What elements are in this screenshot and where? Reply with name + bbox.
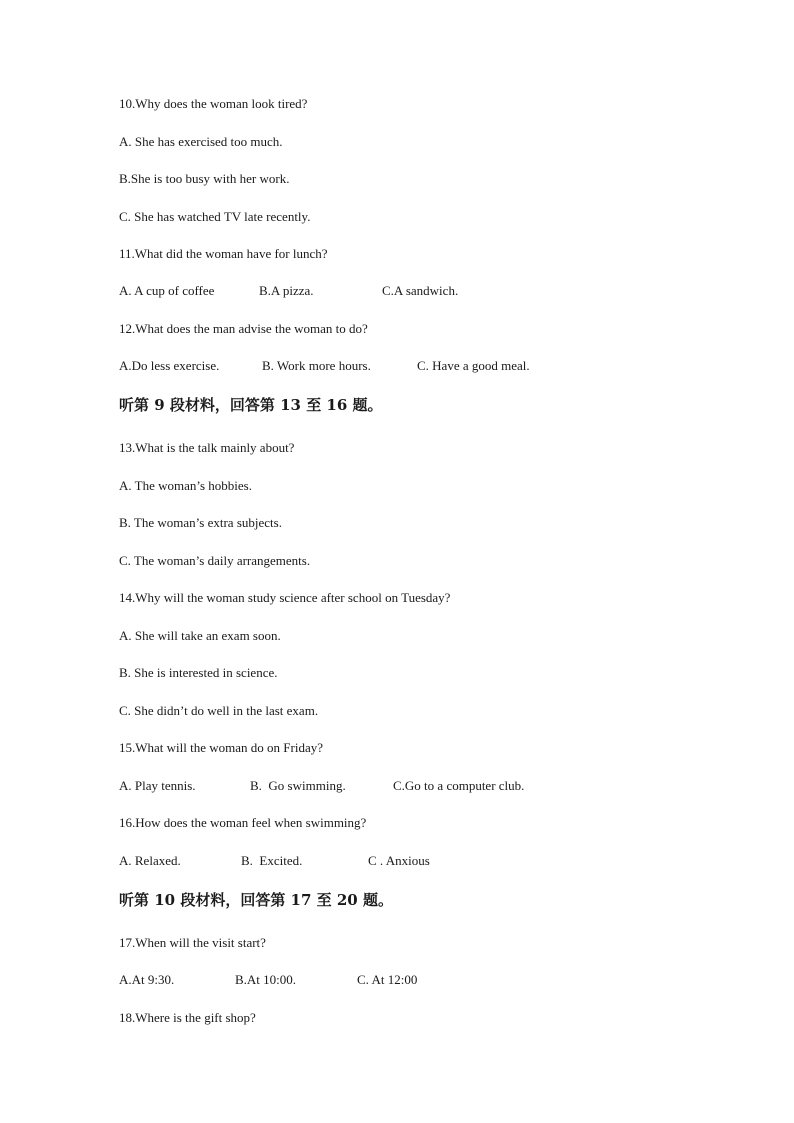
q14-option-b: B. She is interested in science. <box>119 665 278 680</box>
q10-option-c: C. She has watched TV late recently. <box>119 209 311 224</box>
section-9-heading: 听第 9 段材料，回答第 13 至 16 题。 <box>119 396 383 414</box>
question-12: 12.What does the man advise the woman to do? <box>119 321 368 336</box>
question-15: 15.What will the woman do on Friday? <box>119 740 323 755</box>
question-18: 18.Where is the gift shop? <box>119 1010 256 1025</box>
q17-options <box>119 972 679 988</box>
q15-options <box>119 778 679 794</box>
q11-option-b: B.A pizza. <box>259 283 314 298</box>
q16-option-a: A. Relaxed. <box>119 853 181 868</box>
q13-option-c: C. The woman’s daily arrangements. <box>119 553 311 568</box>
q16-options <box>119 853 679 869</box>
q14-option-c: C. She didn’t do well in the last exam. <box>119 703 319 718</box>
q13-option-a: A. The woman’s hobbies. <box>119 478 252 493</box>
question-17: 17.When will the visit start? <box>119 935 266 950</box>
question-11: 11.What did the woman have for lunch? <box>119 246 328 261</box>
q16-option-b: B. Excited. <box>241 853 303 868</box>
q15-option-c: C.Go to a computer club. <box>393 778 525 793</box>
question-13: 13.What is the talk mainly about? <box>119 440 295 455</box>
q11-option-c: C.A sandwich. <box>382 283 459 298</box>
q17-option-b: B.At 10:00. <box>235 972 297 987</box>
q17-option-c: C. At 12:00 <box>357 972 418 987</box>
q11-options <box>119 283 679 299</box>
q12-options <box>119 358 679 374</box>
q10-option-a: A. She has exercised too much. <box>119 134 283 149</box>
q15-option-b: B. Go swimming. <box>250 778 346 793</box>
q12-option-c: C. Have a good meal. <box>417 358 530 373</box>
q16-option-c: C . Anxious <box>368 853 430 868</box>
q13-option-b: B. The woman’s extra subjects. <box>119 515 282 530</box>
question-10: 10.Why does the woman look tired? <box>119 96 308 111</box>
q12-option-b: B. Work more hours. <box>262 358 371 373</box>
q10-option-b: B.She is too busy with her work. <box>119 171 290 186</box>
q15-option-a: A. Play tennis. <box>119 778 196 793</box>
q12-option-a: A.Do less exercise. <box>119 358 220 373</box>
q11-option-a: A. A cup of coffee <box>119 283 215 298</box>
q14-option-a: A. She will take an exam soon. <box>119 628 281 643</box>
q17-option-a: A.At 9:30. <box>119 972 175 987</box>
question-16: 16.How does the woman feel when swimming? <box>119 815 367 830</box>
question-14: 14.Why will the woman study science after school on Tuesday? <box>119 590 451 605</box>
section-10-heading: 听第 10 段材料，回答第 17 至 20 题。 <box>119 891 393 909</box>
